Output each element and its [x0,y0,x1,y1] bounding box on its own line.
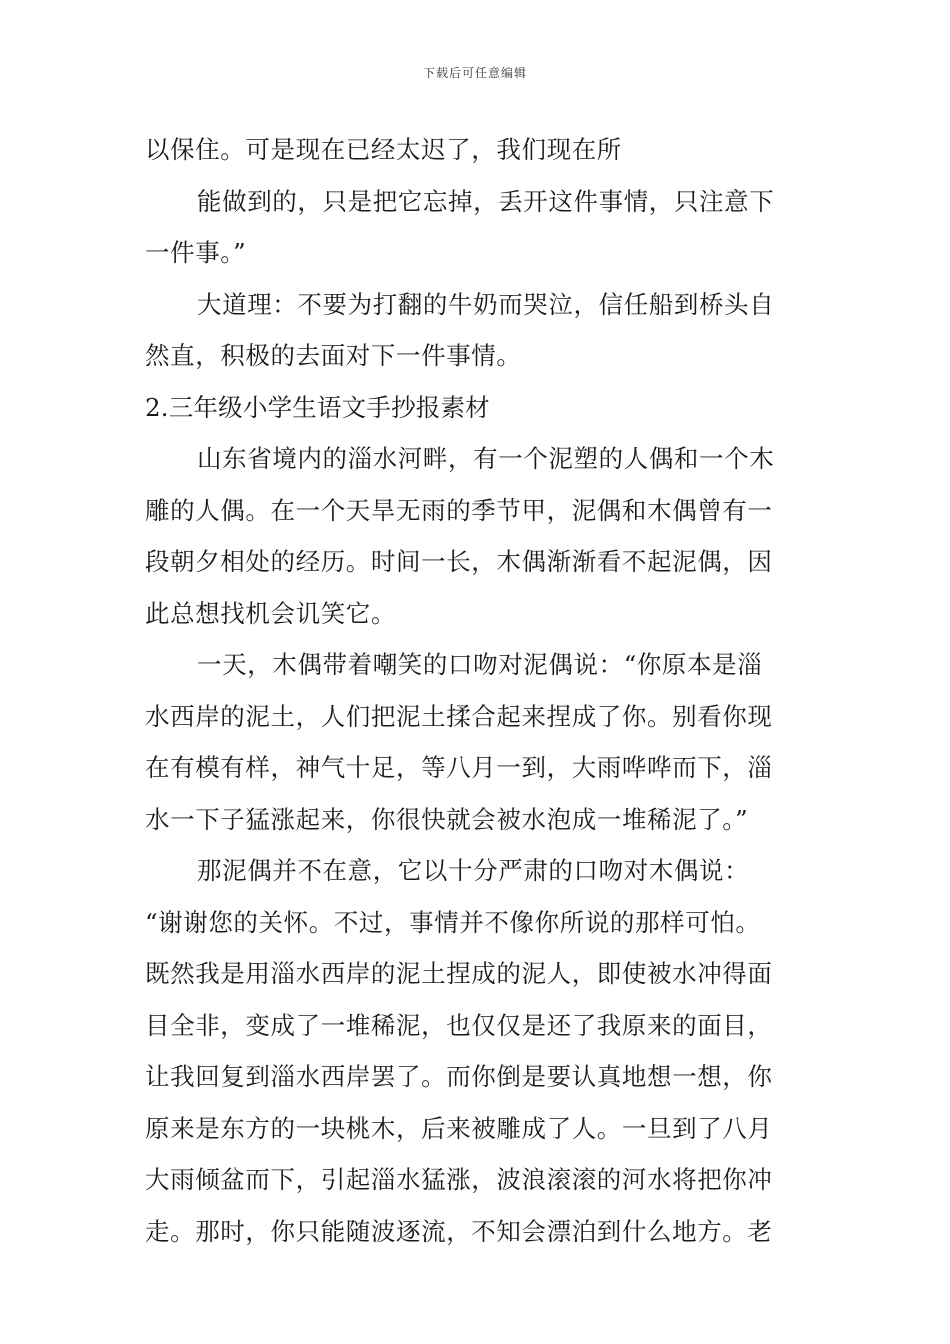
page-header-note: 下载后可任意编辑 [422,66,527,80]
text-line: 然直，积极的去面对下一件事情。 [145,341,522,370]
text-line: 大道理：不要为打翻的牛奶而哭泣，信任船到桥头自 [197,289,775,319]
text-line: 山东省境内的淄水河畔，有一个泥塑的人偶和一个木 [197,444,775,473]
section-heading: 2.三年级小学生语文手抄报素材 [145,392,490,422]
text-line: 一天，木偶带着嘲笑的口吻对泥偶说：“你原本是淄 [197,650,763,679]
text-line: 走。那时，你只能随波逐流，不知会漂泊到什么地方。老 [145,1216,773,1246]
text-line: 让我回复到淄水西岸罢了。而你倒是要认真地想一想，你 [145,1062,773,1091]
text-line: 水一下子猛涨起来，你很快就会被水泡成一堆稀泥了。” [145,804,749,834]
text-line: 以保住。可是现在已经太迟了，我们现在所 [145,135,622,164]
text-line: 目全非，变成了一堆稀泥，也仅仅是还了我原来的面目， [145,1010,773,1040]
text-line: 原来是东方的一块桃木，后来被雕成了人。一旦到了八月 [145,1113,773,1143]
document-body [145,124,810,1257]
text-line: 那泥偶并不在意，它以十分严肃的口吻对木偶说： [197,856,750,885]
text-line: “谢谢您的关怀。不过，事情并不像你所说的那样可怕。 [145,907,761,937]
text-line: 能做到的，只是把它忘掉，丢开这件事情，只注意下 [197,186,775,216]
text-line: 此总想找机会讥笑它。 [145,598,396,628]
text-line: 大雨倾盆而下，引起淄水猛涨，波浪滚滚的河水将把你冲 [145,1165,773,1194]
text-line: 段朝夕相处的经历。时间一长，木偶渐渐看不起泥偶，因 [145,547,773,576]
text-line: 水西岸的泥土，人们把泥土揉合起来捏成了你。别看你现 [145,701,773,731]
text-line: 既然我是用淄水西岸的泥土捏成的泥人，即使被水冲得面 [145,959,773,988]
text-line: 一件事。” [145,238,247,267]
text-line: 雕的人偶。在一个天旱无雨的季节甲，泥偶和木偶曾有一 [145,495,773,525]
text-line: 在有模有样，神气十足，等八月一到，大雨哗哗而下，淄 [145,753,773,782]
